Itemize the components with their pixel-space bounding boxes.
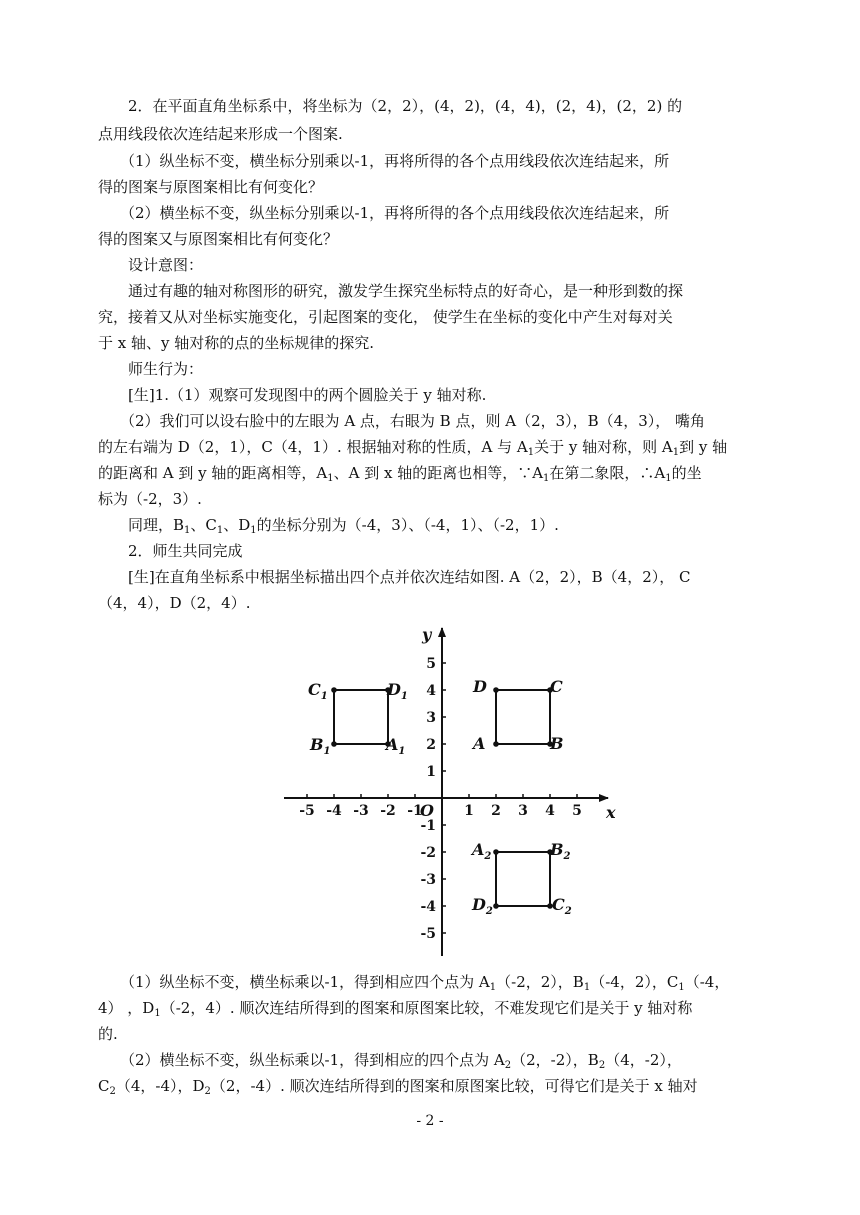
text-line: 2．在平面直角坐标系中，将坐标为（2，2），(4，2)，(4，4)，(2，4)，(2，2) 的 [128,97,683,115]
text-line: [生]在直角坐标系中根据坐标描出四个点并依次连结如图. A（2，2），B（4，2）， C [128,568,691,586]
x-tick-label: -2 [380,803,396,819]
x-tick-label: 2 [491,803,501,819]
subscript: 2 [598,1060,606,1071]
subscript: 1 [216,525,224,536]
y-tick-label: 5 [426,656,436,672]
vertex-dot [493,741,499,747]
text-segment: 的距离和 A 到 y 轴的距离相等，A [98,464,328,482]
vertex-dot [331,687,337,693]
x-tick-label: -4 [326,803,342,819]
origin-label: O [420,801,434,820]
text-segment: 到 y 轴 [679,438,728,456]
text-line: （4，4），D（2，4）. [98,594,251,612]
text-segment: 关于 y 轴对称，则 A [534,438,673,456]
text-line: 标为（-2，3）. [98,490,202,508]
point-label-a: A [473,734,486,753]
square-reflect-y [334,690,388,744]
point-label-c: C [550,677,563,696]
subscript: 1 [665,473,672,484]
x-tick-label: 5 [572,803,582,819]
text-segment: 的坐 [671,464,702,482]
text-line: 师生行为： [128,360,204,378]
text-segment: （-2，4）. 顺次连结所得到的图案和原图案比较，不难发现它们是关于 y 轴对称 [160,999,693,1017]
y-tick-label: -3 [420,872,436,888]
text-segment: 、A 到 x 轴的距离也相等，∵A [333,464,544,482]
y-tick-label: 1 [426,764,436,780]
subscript: 1 [543,473,550,484]
text-line: 通过有趣的轴对称图形的研究，激发学生探究坐标特点的好奇心，是一种形到数的探 [128,282,684,300]
y-tick-label: -5 [420,926,436,942]
subscript: 1 [154,1008,161,1019]
subscript: 2 [504,1060,512,1071]
square-original [496,690,550,744]
text-segment: 的左右端为 D（2，1），C（4，1）. 根据轴对称的性质，A 与 A [98,438,528,456]
text-line: 得的图案又与原图案相比有何变化？ [98,230,339,248]
subscript: 1 [672,447,680,458]
x-axis-label: x [606,803,616,822]
point-label-c2: $C_2$ [552,895,572,917]
point-label-b2: $B_2$ [550,840,571,862]
y-tick-label: -4 [420,899,436,915]
point-label-d: D [473,677,487,696]
point-label-c1: $C_1$ [308,680,328,702]
text-segment: （-4， [684,973,730,991]
x-tick-label: 4 [545,803,555,819]
subscript: 2 [109,1086,116,1097]
text-segment: （2）横坐标不变，纵坐标乘以-1，得到相应的四个点为 A [120,1051,505,1069]
text-line [120,1050,682,1076]
subscript: 1 [583,982,591,993]
y-tick-label: -1 [420,818,436,834]
text-line [98,463,702,489]
y-tick-label: -2 [420,845,436,861]
vertex-dot [331,741,337,747]
point-label-a2: $A_2$ [472,840,492,862]
text-line: （1）纵坐标不变，横坐标分别乘以-1，再将所得的各个点用线段依次连结起来，所 [120,152,670,170]
text-segment: 、C [190,516,217,534]
text-line [98,998,692,1024]
subscript: 1 [184,525,191,536]
text-line: 点用线段依次连结起来形成一个图案. [98,125,343,143]
y-tick-label: 2 [426,737,436,753]
subscript: 1 [527,447,535,458]
vertex-dot [493,687,499,693]
x-tick-label: -5 [299,803,315,819]
text-segment: （-2，2），B [496,973,584,991]
text-segment: （4，-4），D [115,1077,205,1095]
y-axis-label: y [422,625,432,644]
text-line: [生]1.（1）观察可发现图中的两个圆脸关于 y 轴对称. [128,386,487,404]
text-segment: （2，-4）. 顺次连结所得到的图案和原图案比较，可得它们是关于 x 轴对 [210,1077,698,1095]
text-segment: 4） ，D [98,999,155,1017]
text-line: 2．师生共同完成 [128,542,243,560]
point-label-b: B [550,734,564,753]
x-tick-label: -1 [407,803,423,819]
x-tick-label: 3 [518,803,528,819]
text-line: 究，接着又从对坐标实施变化，引起图案的变化， 使学生在坐标的变化中产生对每对关 [98,308,673,326]
text-segment: （1）纵坐标不变，横坐标乘以-1，得到相应四个点为 A [120,973,490,991]
text-segment: 在第二象限，∴A [549,464,666,482]
text-line [98,1076,698,1102]
text-line [120,972,729,998]
text-segment: 同理，B [128,516,185,534]
text-line: （2）我们可以设右脸中的左眼为 A 点，右眼为 B 点，则 A（2，3），B（4，3）， 嘴角 [120,412,706,430]
text-line: 设计意图： [128,256,204,274]
page-number: - 2 - [416,1113,444,1129]
text-line [98,437,727,463]
subscript: 2 [204,1086,211,1097]
text-line: 得的图案与原图案相比有何变化？ [98,178,324,196]
text-line: 的. [98,1025,118,1043]
subscript: 1 [489,982,497,993]
text-segment: 的坐标分别为（-4，3）、（-4，1）、（-2，1）. [256,516,559,534]
text-segment: （-4，2），C [590,973,679,991]
square-reflect-x [496,852,550,906]
x-tick-label: 1 [464,803,474,819]
text-line: 于 x 轴、y 轴对称的点的坐标规律的探究. [98,334,375,352]
y-tick-label: 3 [426,710,436,726]
subscript: 1 [250,525,257,536]
y-tick-label: 4 [426,683,436,699]
subscript: 1 [327,473,334,484]
x-tick-label: -3 [353,803,369,819]
point-label-b1: $B_1$ [310,735,331,757]
point-label-a1: $A_1$ [386,735,406,757]
coordinate-plane-svg [270,622,630,958]
subscript: 1 [678,982,685,993]
text-line: （2）横坐标不变，纵坐标分别乘以-1，再将所得的各个点用线段依次连结起来，所 [120,204,670,222]
text-segment: （2，-2），B [511,1051,599,1069]
vertex-dot [493,903,499,909]
text-line [128,515,559,541]
vertex-dot [493,849,499,855]
point-label-d1: $D_1$ [387,680,408,702]
text-segment: C [98,1077,110,1095]
point-label-d2: $D_2$ [472,895,493,917]
coordinate-figure [270,622,630,958]
text-segment: 、D [223,516,251,534]
text-segment: （4，-2）， [605,1051,682,1069]
